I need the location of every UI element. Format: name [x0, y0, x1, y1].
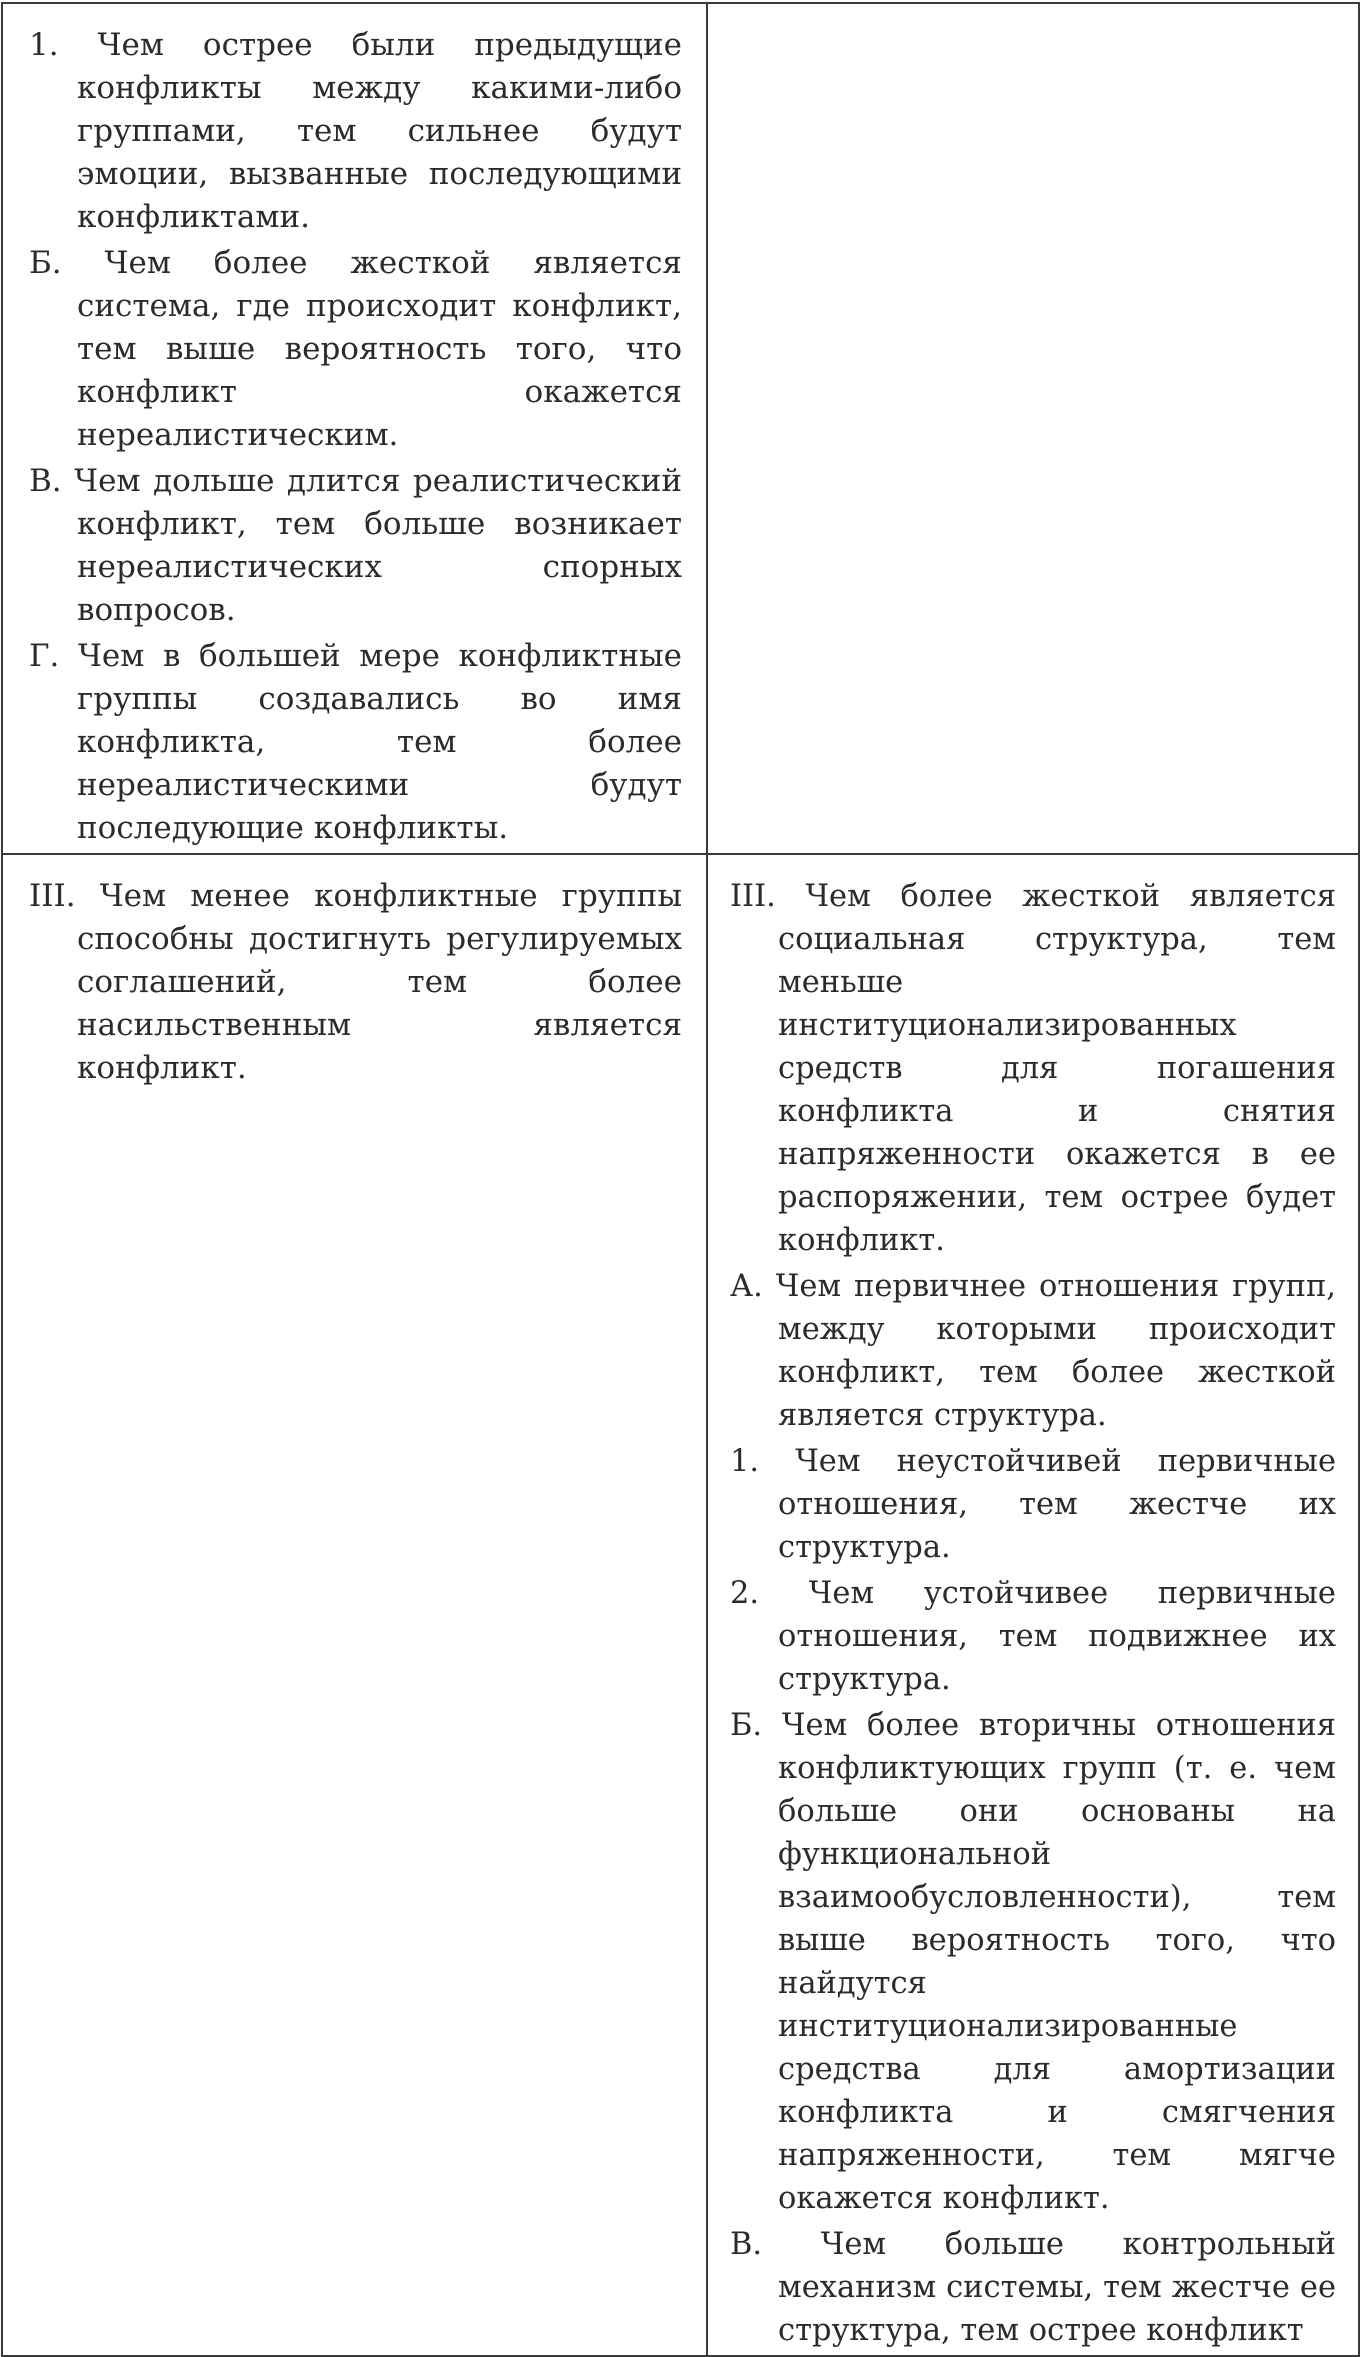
cell-content — [708, 855, 1358, 2352]
table-row — [2, 3, 1359, 854]
propositions-table — [1, 2, 1360, 2357]
item-text: Чем первичнее отношения групп, между которыми происходит конфликт, тем более жесткой является структура. — [775, 1269, 1336, 1433]
item-text: Чем устойчивее первичные отношения, тем подвижнее их структура. — [778, 1576, 1336, 1697]
table-row — [2, 854, 1359, 2356]
cell-content — [3, 4, 706, 850]
item-text: Чем более жесткой является социальная структура, тем меньше институционализированных средств для погашения конфликта и снятия напряженности окажется в ее распоряжении, тем острее будет конфликт. — [778, 879, 1336, 1258]
list-item — [730, 1572, 1336, 1701]
list-item — [730, 875, 1336, 1262]
item-text: Чем более вторичны отношения конфликтующих групп (т. е. чем больше они основаны на функциональной взаимообусловленности), тем выше вероятность того, что найдутся институционализированные средства для амортизации конфликта и смягчения напряженности, тем мягче окажется конфликт. — [778, 1708, 1336, 2216]
list-item — [29, 242, 682, 457]
item-marker: Б. — [730, 1708, 763, 1743]
item-text: Чем дольше длится реалистический конфликт, тем больше возникает нереалистических спорных вопросов. — [74, 463, 682, 628]
item-marker: Г. — [29, 638, 60, 674]
list-item — [29, 24, 682, 239]
item-marker: А. — [730, 1269, 763, 1304]
item-marker: 1. — [29, 27, 59, 63]
cell-top-left — [2, 3, 707, 854]
item-text: Чем менее конфликтные группы способны достигнуть регулируемых соглашений, тем более насильственным является конфликт. — [77, 878, 683, 1086]
list-item — [730, 2223, 1336, 2352]
item-text: Чем больше контрольный механизм системы, тем жестче ее структура, тем острее конфликт — [778, 2227, 1336, 2348]
item-marker: 2. — [730, 1576, 760, 1611]
item-marker: III. — [730, 879, 776, 914]
item-marker: В. — [29, 463, 62, 499]
list-item — [29, 635, 682, 850]
item-text: Чем острее были предыдущие конфликты между какими-либо группами, тем сильнее будут эмоции, вызванные последующими конфликтами. — [77, 27, 683, 235]
item-text: Чем в большей мере конфликтные группы создавались во имя конфликта, тем более нереалистическими будут последующие конфликты. — [77, 638, 683, 846]
item-text: Чем более жесткой является система, где происходит конфликт, тем выше вероятность того, что конфликт окажется нереалистическим. — [77, 245, 682, 453]
cell-bottom-left — [2, 854, 707, 2356]
item-marker: 1. — [730, 1444, 760, 1479]
item-marker: В. — [730, 2227, 763, 2262]
cell-content — [3, 855, 706, 1090]
item-marker: Б. — [29, 245, 62, 281]
item-text: Чем неустойчивей первичные отношения, тем жестче их структура. — [778, 1444, 1336, 1565]
cell-top-right — [707, 3, 1359, 854]
list-item — [730, 1440, 1336, 1569]
list-item — [730, 1265, 1336, 1437]
list-item — [730, 1704, 1336, 2220]
cell-bottom-right — [707, 854, 1359, 2356]
list-item — [29, 875, 682, 1090]
item-marker: III. — [29, 878, 76, 914]
list-item — [29, 460, 682, 632]
